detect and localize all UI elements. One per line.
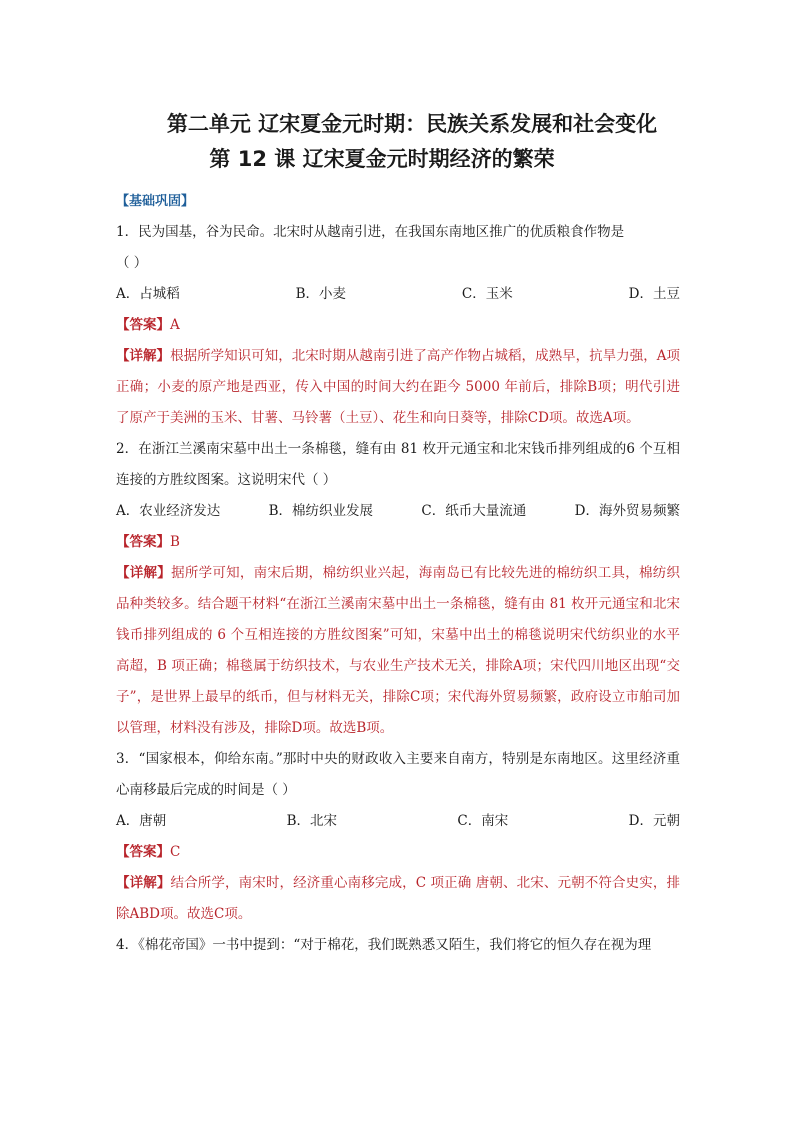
question-2-option-b: B．棉纺织业发展: [268, 503, 374, 519]
question-2-option-d: D．海外贸易频繁: [574, 503, 680, 519]
question-1-detail: [116, 341, 680, 434]
question-1-option-a: A．占城稻: [116, 286, 180, 302]
detail-text: 结合所学，南宋时，经济重心南移完成，C 项正确 唐朝、北宋、元朝不符合史实，排除ABD项。故选C项。: [116, 875, 680, 922]
question-2-option-a: A．农业经济发达: [116, 503, 221, 519]
detail-text: 据所学可知，南宋后期，棉纺织业兴起，海南岛已有比较先进的棉纺织工具，棉纺织品种类较多。结合题干材料“在浙江兰溪南宋墓中出土一条棉毯，缝有由 81 枚开元通宝和北宋钱币排列组成的 6 个互相连接的方胜纹图案”可知，宋墓中出土的棉毯说明宋代纺织业的水平高超，B 项正确；棉毯属于纺织技术，与农业生产技术无关，排除A项；宋代四川地区出现“交子”，是世界上最早的纸币，但与材料无关，排除C项；宋代海外贸易频繁，政府设立市舶司加以管理，材料没有涉及，排除D项。故选B项。: [116, 565, 681, 736]
answer-tag: 【答案】: [116, 534, 170, 550]
question-3-stem: 3．“国家根本，仰给东南。”那时中央的财政收入主要来自南方，特别是东南地区。这里经济重心南移最后完成的时间是（ ）: [116, 751, 680, 798]
answer-value: A: [170, 317, 180, 333]
question-3-option-a: A．唐朝: [116, 813, 167, 829]
lesson-title: 第 12 课 辽宋夏金元时期经济的繁荣: [209, 147, 555, 171]
question-3-option-b: B．北宋: [286, 813, 338, 829]
question-1-options: [116, 279, 680, 310]
question-1-text: 1．民为国基，谷为民命。北宋时从越南引进，在我国东南地区推广的优质粮食作物是: [116, 224, 625, 240]
question-3-answer: [116, 837, 680, 868]
question-4-stem: 4．《棉花帝国》一书中提到：“对于棉花，我们既熟悉又陌生，我们将它的恒久存在视为理: [116, 937, 652, 953]
question-2-option-c: C．纸币大量流通: [421, 503, 527, 519]
detail-tag: 【详解】: [116, 875, 171, 891]
document-body: [116, 186, 680, 961]
question-2-stem: 2．在浙江兰溪南宋墓中出土一条棉毯，缝有由 81 枚开元通宝和北宋钱币排列组成的6 个互相连接的方胜纹图案。这说明宋代（ ）: [116, 441, 680, 488]
question-2-answer: [116, 527, 680, 558]
question-3-option-d: D．元朝: [628, 813, 680, 829]
answer-value: B: [170, 534, 180, 550]
answer-value: C: [170, 844, 181, 860]
question-2-options: [116, 496, 680, 527]
question-3-option-c: C．南宋: [457, 813, 509, 829]
answer-tag: 【答案】: [116, 317, 170, 333]
question-1-answer: [116, 310, 680, 341]
question-1-stem: [116, 217, 680, 279]
detail-text: 根据所学知识可知，北宋时期从越南引进了高产作物占城稻，成熟早，抗旱力强，A项正确；小麦的原产地是西亚，传入中国的时间大约在距今 5000 年前后，排除B项；明代引进了原产于美洲的玉米、甘薯、马铃薯（土豆）、花生和向日葵等，排除CD项。故选A项。: [116, 348, 681, 426]
question-1-option-c: C．玉米: [461, 286, 513, 302]
detail-tag: 【详解】: [116, 348, 171, 364]
detail-tag: 【详解】: [116, 565, 172, 581]
question-1-option-b: B．小麦: [295, 286, 347, 302]
section-label: 【基础巩固】: [116, 194, 195, 209]
question-3-detail: [116, 868, 680, 930]
unit-title: 第二单元 辽宋夏金元时期：民族关系发展和社会变化: [166, 112, 658, 136]
answer-tag: 【答案】: [116, 844, 170, 860]
question-2-detail: [116, 558, 680, 744]
question-1-option-d: D．土豆: [628, 286, 680, 302]
question-1-blank: （ ）: [116, 255, 148, 271]
question-3-options: [116, 806, 680, 837]
